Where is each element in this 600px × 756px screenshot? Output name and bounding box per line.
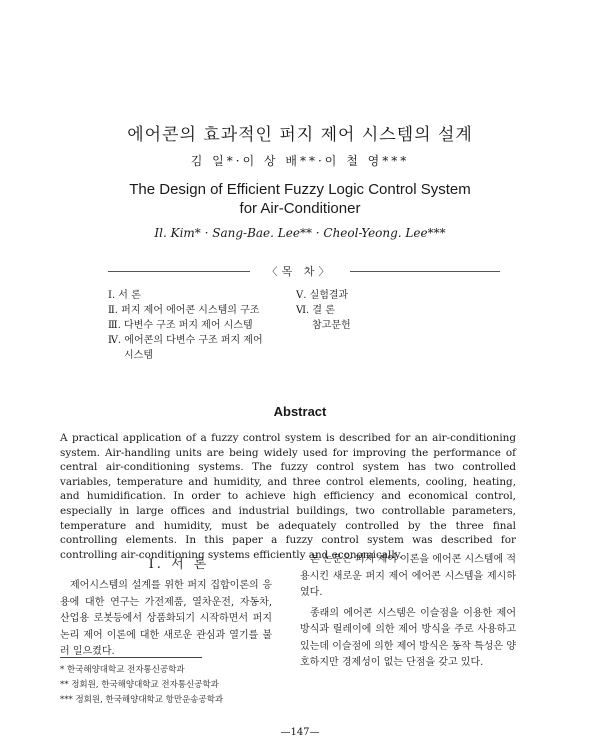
paragraph: 종래의 에어콘 시스템은 이슬점을 이용한 제어 방식과 릴레이에 의한 제어 방식을 주로 사용하고 있는데 이슬점에 의한 제어 방식은 동작 특성은 양호하지만 경제성이 없는 단점을 갖고 있다. <box>300 607 516 668</box>
toc-item: 시스템 <box>124 350 153 361</box>
footnote: * 한국해양대학교 전자통신공학과 <box>60 665 185 675</box>
page-number: —147— <box>280 727 320 738</box>
toc-item: 참고문헌 <box>312 320 351 331</box>
toc-item: Ⅱ. 퍼지 제어 에어콘 시스템의 구조 <box>108 305 260 316</box>
paragraph: 제어시스템의 설계를 위한 퍼지 집합이론의 응용에 대한 연구는 가전제품, 열차운전, 자동차, 산업용 로봇등에서 상품화되기 시작하면서 퍼지 논리 제어 이론에 대한 새로운 관심과 열기를 불러 일으켰다. <box>60 580 272 657</box>
abstract-title: Abstract <box>273 404 327 419</box>
korean-authors: 김 일*·이 상 배**·이 철 영*** <box>190 154 410 168</box>
toc-item: Ⅴ. 실험결과 <box>296 290 349 301</box>
toc-item: Ⅰ. 서 론 <box>108 290 141 301</box>
abstract-body: A practical application of a fuzzy control system is described for an air-conditioning system. Air-handling units are being widely used for improving the performance of central air-conditioning systems. The fuzzy control system has two controlled variables, temperature and humidity, and three control elements, cooling, heating, and humidification. In order to achieve high efficiency and economical control, especially in large offices and industrial buildings, two controllable parameters, temperature and humidity, must be adequately controlled by the three final controlling elements. In this paper a fuzzy control system was described for controlling air-conditioning systems efficiently and economically. <box>60 432 516 561</box>
paragraph: 본 논문은 퍼지 제어 이론을 에어콘 시스템에 적용시킨 새로운 퍼지 제어 에어콘 시스템을 제시하였다. <box>300 554 516 598</box>
toc-item: Ⅲ. 다변수 구조 퍼지 제어 시스템 <box>108 320 253 331</box>
toc-heading: 〈목 차〉 <box>250 263 350 279</box>
korean-title: 에어콘의 효과적인 퍼지 제어 시스템의 설계 <box>127 125 473 145</box>
english-authors: Il. Kim* · Sang-Bae. Lee** · Cheol-Yeong. Lee*** <box>154 226 446 240</box>
toc-item: Ⅳ. 에어콘의 다변수 구조 퍼지 제어 <box>108 335 263 346</box>
footnote: *** 정회원, 한국해양대학교 항만운송공학과 <box>60 695 224 705</box>
footnote-rule <box>60 657 202 658</box>
english-title-line2: for Air-Conditioner <box>239 200 361 217</box>
english-title-line1: The Design of Efficient Fuzzy Logic Control System <box>129 181 471 198</box>
left-column <box>60 578 272 661</box>
right-column <box>300 552 516 672</box>
footnote: ** 정회원, 한국해양대학교 전자통신공학과 <box>60 680 219 690</box>
toc-item: Ⅵ. 결 론 <box>296 305 335 316</box>
section-title: Ⅰ. 서 론 <box>148 557 210 572</box>
english-title <box>0 180 600 218</box>
